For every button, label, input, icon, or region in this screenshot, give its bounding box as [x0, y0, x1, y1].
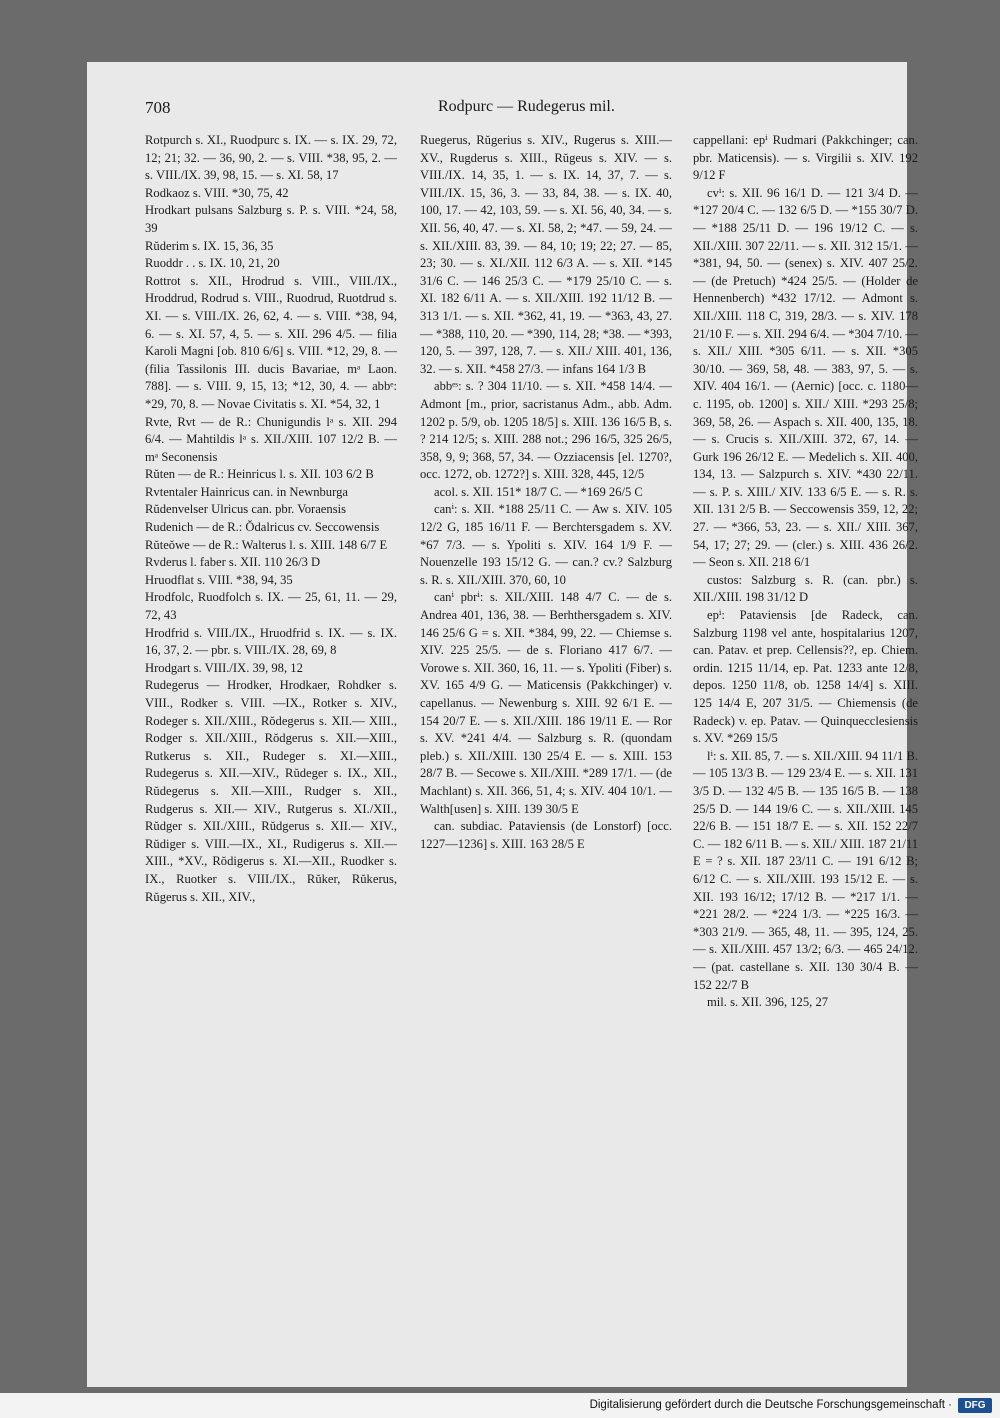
subentry: can. subdiac. Pataviensis (de Lonstorf) [occ. 1227—1236] s. XIII. 163 28/5 E	[420, 819, 672, 851]
subentry: lⁱ: s. XII. 85, 7. — s. XII./XIII. 94 11/1 B. — 105 13/3 B. — 129 23/4 E. — s. XII. 131 3/5 D. — 132 4/5 B. — 135 16/5 B. — 138 25/5 D. — 144 19/6 C. — s. XII./XIII. 145 22/6 B. — 151 18/7 E. — s. XII. 152 22/7 C. — 182 6/11 B. — s. XII./ XIII. 187 21/11 E = ? s. XII. 187 23/11 C. — 191 6/12 B; 6/12 C. — s. XII./XIII. 193 15/12 E. — s. XII. 193 16/12; 17/12 B. — *217 1/1. — *221 28/2. — *224 1/3. — *225 16/3. — *303 21/9. — 365, 48, 11. — 395, 124, 25. — s. XII./XIII. 457 13/2; 6/3. — 465 24/12. — (pat. castellane s. XII. 130 30/4 B. — 152 22/7 B	[693, 748, 918, 992]
subentry: acol. s. XII. 151* 18/7 C. — *169 26/5 C	[434, 484, 643, 499]
entry: Hrodkart pulsans Salzburg s. P. s. VIII. *24, 58, 39	[145, 203, 397, 235]
footer-bar	[0, 1393, 1000, 1418]
subentry: mil. s. XII. 396, 125, 27	[707, 995, 829, 1010]
entry: Rudegerus — Hrodker, Hrodkaer, Rohdker s. VIII., Rodker s. VIII. —IX., Rotker s. XIV., Rodeger s. XII./XIII., Rŏdegerus s. XII.— XIII., Rodger s. XII./XIII., Rŏdgerus s. XII.—XIII., Rutkerus s. XII., Rudeger s. XI.—XIII., Rudegerus s. XII.—XIV., Rŭdeger s. IX., XII., Rŭdegerus s. XII.—XIII., Rudger s. XII., Rudgerus s. XII.— XIV., Rutgerus s. XI./XII., Rŭdger s. XII./XIII., Rŭdgerus s. XII.— XIV., Rŭdiger s. VIII.—IX., XI., Rudigerus s. XII.—XIII., *XV., Rŏdigerus s. XI.—XII., Ruodker s. IX., Ruotker s. VIII./IX., Rŭker, Rŭkerus, Rŭgerus s. XII., XIV.,	[145, 678, 397, 904]
entry: Hrodfolc, Ruodfolch s. IX. — 25, 61, 11. — 29, 72, 43	[145, 590, 397, 623]
subentry: cvⁱ: s. XII. 96 16/1 D. — 121 3/4 D. — *127 20/4 C. — 132 6/5 D. — *155 30/7 D. — *188 25/11 D. — 196 19/12 C. — s. XII./XIII. 307 22/11. — s. XII. 312 15/1. — *381, 94, 50. — (senex) s. XIV. 407 25/2. — (de Pretuch) *424 25/5. — (Holder de Hennenberch) *432 17/12. — Admont s. XII./XIII. 118 C, 319, 28/3. — s. XIV. 178 21/10 F. — s. XII. 294 6/4. — *304 7/10. — s. XII./ XIII. *305 6/11. — s. XII. *305 30/10. — 369, 58, 48. — 383, 97, 5. — s. XIV. 404 16/1. — (Aernic) [occ. c. 1180—c. 1195, ob. 1200] s. XII./ XIII. *293 25/8; 369, 58, 26. — Aspach s. XII. 400, 135, 18. — s. Crucis s. XII./XIII. 372, 67, 14. — Gurk 196 26/12 E. — Medelich s. XII. 400, 134, 13. — Salzpurch s. XIV. *430 22/11. — s. P. s. XIII./ XIV. 133 6/5 E. — s. R. s. XII. 131 2/5 B. — Seccowensis 359, 12, 22; 27. — *366, 53, 23. — s. XII./ XIII. 367, 54, 17; 27; 29. — (cler.) s. XIII. 436 26/2. — Seon s. XII. 218 6/1	[693, 185, 918, 570]
dfg-logo-icon[interactable]: DFG	[958, 1398, 992, 1413]
subentry: epⁱ: Pataviensis [de Radeck, can. Salzburg 1198 vel ante, hospitalarius 1207, can. Patav. et prep. Cellensis??, ep. Chiem. ordin. 1215 11/14, ep. Pat. 1233 ante 12/8, depos. 1250 11/8, ob. 1258 14/4] s. XIII. 125 14/4 E, 207 31/5. — Chiemensis (de Radeck) v. ep. Patav. — Quinquecclesiensis s. XV. *269 15/5	[693, 608, 918, 746]
entry: cappellani: epⁱ Rudmari (Pakkchinger; can. pbr. Maticensis). — s. Virgilii s. XIV. 192 9/12 F	[693, 133, 918, 183]
subentry: canⁱ pbrⁱ: s. XII./XIII. 148 4/7 C. — de s. Andrea 401, 136, 38. — Berhthersgadem s. XIV. 146 25/6 G = s. XII. *384, 99, 22. — Chiemse s. XIV. 225 25/5. — de s. Floriano 417 6/7. — Vorowe s. XII. 360, 16, 11. — s. Ypoliti (Fiber) s. XV. 165 4/9 G. — Maticensis (Pakkchinger) v. capellanus. — Newenburg s. XIII. 92 6/1 E. — 154 20/7 E. — s. XII./XIII. 186 19/11 E. — Ror s. XV. *241 4/4. — Salzburg s. R. (quondam pleb.) s. XII./XIII. 130 25/4 E. — s. XIII. 153 28/7 B. — Secowe s. XII./XIII. *289 17/1. — (de Machlant) s. XII. 366, 51, 4; s. XIV. 404 10/1. — Walth[usen] s. XIII. 139 30/5 E	[420, 590, 672, 816]
entry: Rŭten — de R.: Heinricus l. s. XII. 103 6/2 B	[145, 467, 374, 482]
entry: Rotpurch s. XI., Ruodpurc s. IX. — s. IX. 29, 72, 12; 21; 32. — 36, 90, 2. — s. VIII. *38, 95, 2. — s. VIII./IX. 39, 98, 15. — s. XI. 58, 17	[145, 133, 397, 183]
entry: Hruodflat s. VIII. *38, 94, 35	[145, 572, 293, 587]
entry: Rŭdenvelser Ulricus can. pbr. Voraensis	[145, 502, 346, 517]
subentry: custos: Salzburg s. R. (can. pbr.) s. XII./XIII. 198 31/12 D	[693, 572, 918, 605]
subentry: abbᵉˢ: s. ? 304 11/10. — s. XII. *458 14/4. — Admont [m., prior, sacristanus Adm., abb. Adm. 1202 p. 5/9, ob. 1205 18/5] s. XIII. 136 16/5 B, s. ? 214 12/5; s. XIII. 288 not.; 296 16/5, 325 26/5, 358, 9, 9; 368, 57, 34. — Ozziacensis [el. 1270?, occ. 1272, ob. 1272?] s. XIII. 328, 445, 12/5	[420, 379, 672, 482]
entry: Rvtentaler Hainricus can. in Newnburga	[145, 484, 348, 499]
entry: Rottrot s. XII., Hrodrud s. VIII., VIII./IX., Hroddrud, Rodrud s. VIII., Ruodrud, Ruotdrud s. XI. — s. VIII./IX. 26, 62, 4. — s. VIII. *38, 94, 6. — s. XI. 57, 4, 5. — s. XII. 296 4/5. — filia Karoli Magni [ob. 810 6/6] s. VIII. *12, 29, 8. — (filia Tassilonis III. ducis Bavariae, mᵃ Laon. 788]. — s. VIII. 9, 15, 13; *12, 30, 4. — abbᵉ: *29, 70, 8. — Novae Civitatis s. XI. *54, 32, 1	[145, 273, 397, 411]
entry: Rvte, Rvt — de R.: Chunigundis lᵃ s. XII. 294 6/4. — Mahtildis lᵃ s. XII./XIII. 107 12/2 B. — mᵃ Seconensis	[145, 414, 397, 464]
entry: Rudenich — de R.: Ŏdalricus cv. Seccowensis	[145, 520, 380, 535]
column-2	[420, 132, 672, 853]
entry: Ruegerus, Rŭgerius s. XIV., Rugerus s. XIII.—XV., Rugderus s. XIII., Rŭgeus s. XIV. — s. VIII./IX. 14, 35, 1. — s. IX. 14, 37, 7. — s. VIII./IX. 15, 36, 3. — 33, 84, 38. — s. IX. 40, 100, 17. — 42, 103, 59. — s. XI. 56, 40, 34. — s. XII. 56, 40, 47. — s. XI. 58, 2; *47. — 59, 24. — s. XII./XIII. 83, 39. — 84, 10; 19; 22; 27. — 85, 23; 30. — s. XI./XII. 112 6/3 A. — s. XII. *145 31/6 C. — 146 25/3 C. — *179 25/10 C. — s. XI. 182 6/11 A. — s. XII./XIII. 192 11/12 B. — 313 1/1. — s. XII. *362, 41, 19. — *363, 43, 27. — *388, 110, 20. — *390, 114, 28; *38. — *393, 120, 5. — 397, 128, 7. — s. XII./ XIII. 401, 136, 32. — s. XII. *458 27/3. — infans 164 1/3 B	[420, 133, 672, 376]
entry: Hrodfrid s. VIII./IX., Hruodfrid s. IX. — s. IX. 16, 37, 2. — pbr. s. VIII./IX. 28, 69, 8	[145, 625, 397, 658]
entry: Rŭteŏwe — de R.: Walterus l. s. XIII. 148 6/7 E	[145, 537, 388, 552]
running-head: Rodpurc — Rudegerus mil.	[438, 98, 615, 115]
entry: Ruoddr . . s. IX. 10, 21, 20	[145, 256, 280, 271]
entry: Rvderus l. faber s. XII. 110 26/3 D	[145, 555, 321, 570]
entry: Rodkaoz s. VIII. *30, 75, 42	[145, 185, 289, 200]
column-3	[693, 132, 918, 1012]
entry: Hrodgart s. VIII./IX. 39, 98, 12	[145, 660, 303, 675]
entry: Rŭderim s. IX. 15, 36, 35	[145, 238, 274, 253]
page-number: 708	[145, 98, 171, 117]
column-1	[145, 132, 397, 906]
footer-credit: Digitalisierung gefördert durch die Deutsche Forschungsgemeinschaft ·	[589, 1399, 952, 1411]
subentry: canⁱ: s. XII. *188 25/11 C. — Aw s. XIV. 105 12/2 G, 185 16/11 F. — Berchtersgadem s. XV. *67 7/3. — s. Ypoliti s. XIV. 164 1/9 F. — Nouenzelle 193 15/12 G. — can.? cv.? Salzburg s. R. s. XII./XIII. 370, 60, 10	[420, 502, 672, 587]
